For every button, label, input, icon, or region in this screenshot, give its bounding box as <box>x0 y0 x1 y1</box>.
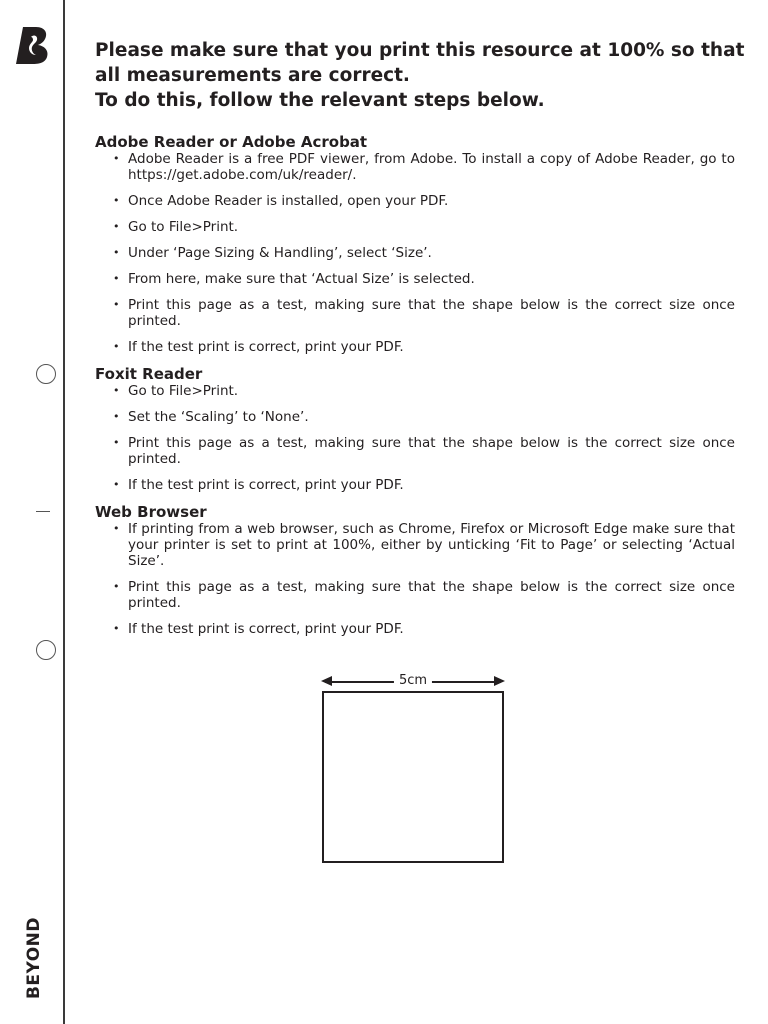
arrow-right-icon <box>494 676 505 686</box>
beyond-logo-icon <box>14 24 52 66</box>
list-item: • Print this page as a test, making sure that the shape below is the correct size once printed. <box>95 297 735 329</box>
punch-hole-top <box>36 364 56 384</box>
heading-line-3: To do this, follow the relevant steps below. <box>95 90 545 111</box>
list-item: • If the test print is correct, print your PDF. <box>95 621 735 637</box>
instructions <box>95 38 745 647</box>
list-item: • Under ‘Page Sizing & Handling’, select ‘Size’. <box>95 245 735 261</box>
dimension-label: 5cm <box>394 672 432 690</box>
list-item: • From here, make sure that ‘Actual Size’ is selected. <box>95 271 735 287</box>
section-adobe <box>95 133 735 355</box>
step-list <box>95 383 735 493</box>
arrow-left-icon <box>321 676 332 686</box>
heading-line-1: Please make sure that you print this resource at 100% so that <box>95 40 745 61</box>
list-item: • If printing from a web browser, such as Chrome, Firefox or Microsoft Edge make sure that your printer is set to print at 100%, either by unticking ‘Fit to Page’ or selecting ‘Actual Size’. <box>95 521 735 569</box>
step-list <box>95 151 735 355</box>
section-title: Foxit Reader <box>95 365 203 383</box>
list-item: • Go to File>Print. <box>95 383 735 399</box>
punch-hole-bottom <box>36 640 56 660</box>
brand-name: BEYOND <box>24 916 44 1000</box>
section-web-browser <box>95 503 735 637</box>
list-item: • Print this page as a test, making sure that the shape below is the correct size once printed. <box>95 579 735 611</box>
test-shape <box>321 672 505 690</box>
page-heading <box>95 38 745 113</box>
list-item: • Go to File>Print. <box>95 219 735 235</box>
step-list <box>95 521 735 637</box>
section-title: Adobe Reader or Adobe Acrobat <box>95 133 368 151</box>
margin-rule <box>63 0 65 1024</box>
list-item: • Print this page as a test, making sure that the shape below is the correct size once printed. <box>95 435 735 467</box>
list-item: • If the test print is correct, print your PDF. <box>95 339 735 355</box>
heading-line-2: all measurements are correct. <box>95 65 410 86</box>
list-item: • If the test print is correct, print your PDF. <box>95 477 735 493</box>
section-foxit <box>95 365 735 493</box>
dimension-arrow <box>321 672 505 690</box>
section-title: Web Browser <box>95 503 207 521</box>
test-square <box>322 691 504 863</box>
list-item: • Once Adobe Reader is installed, open your PDF. <box>95 193 735 209</box>
list-item: • Set the ‘Scaling’ to ‘None’. <box>95 409 735 425</box>
list-item: • Adobe Reader is a free PDF viewer, from Adobe. To install a copy of Adobe Reader, go to https://get.adobe.com/uk/reader/. <box>95 151 735 183</box>
fold-mark <box>36 511 50 512</box>
